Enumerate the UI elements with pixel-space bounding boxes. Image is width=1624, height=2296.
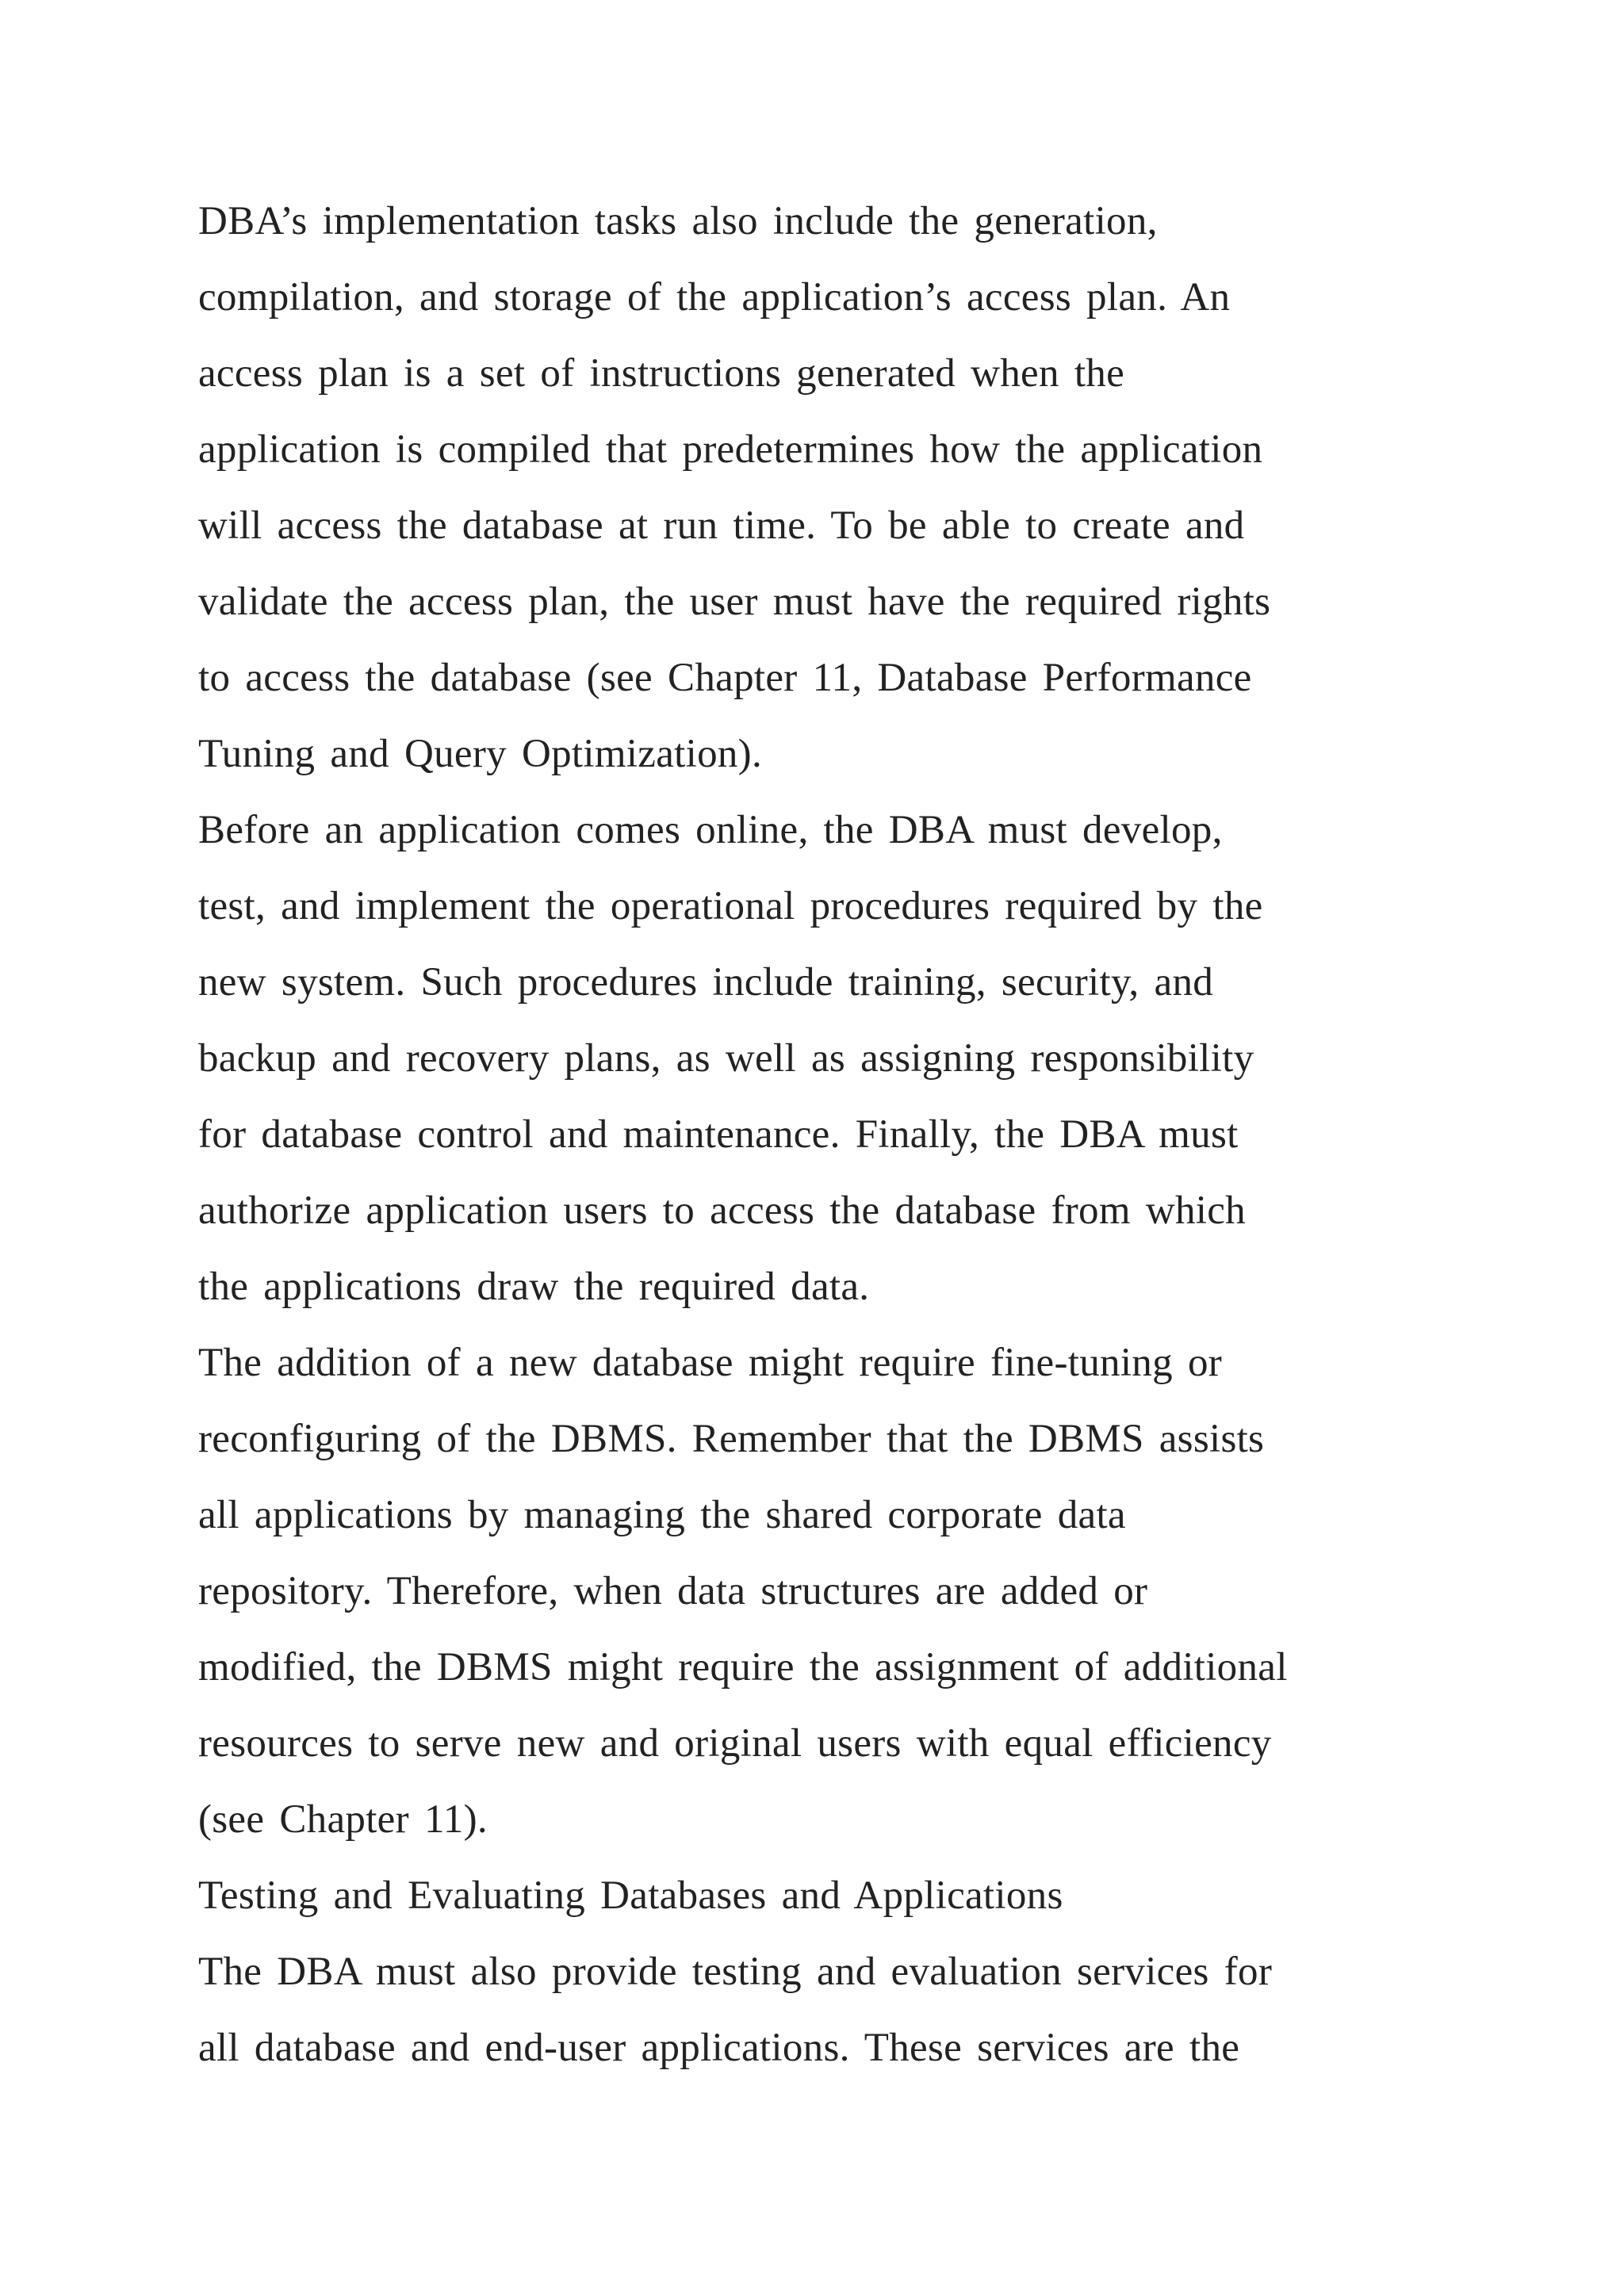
- text-line: The addition of a new database might require fine-tuning or: [198, 1341, 1223, 1385]
- text-line: to access the database (see Chapter 11, Database Performance: [198, 656, 1252, 700]
- text-line: access plan is a set of instructions generated when the: [198, 351, 1125, 396]
- text-line: Tuning and Query Optimization).: [198, 732, 763, 776]
- document-body: [198, 183, 1467, 2086]
- text-line: for database control and maintenance. Finally, the DBA must: [198, 1112, 1239, 1157]
- text-line: validate the access plan, the user must have the required rights: [198, 580, 1271, 624]
- text-line: DBA’s implementation tasks also include the generation,: [198, 199, 1158, 243]
- text-line: backup and recovery plans, as well as assigning responsibility: [198, 1036, 1254, 1081]
- text-line: all applications by managing the shared corporate data: [198, 1493, 1126, 1537]
- text-line: authorize application users to access the database from which: [198, 1188, 1246, 1233]
- text-line: modified, the DBMS might require the assignment of additional: [198, 1645, 1288, 1689]
- text-line: repository. Therefore, when data structures are added or: [198, 1569, 1148, 1613]
- text-line: The DBA must also provide testing and evaluation services for: [198, 1950, 1273, 1994]
- text-line: resources to serve new and original users with equal efficiency: [198, 1721, 1272, 1766]
- text-line: new system. Such procedures include training, security, and: [198, 960, 1214, 1004]
- text-line: application is compiled that predetermines how the application: [198, 427, 1263, 472]
- text-line: test, and implement the operational procedures required by the: [198, 884, 1263, 928]
- section-heading: Testing and Evaluating Databases and Applications: [198, 1873, 1063, 1918]
- text-line: all database and end-user applications. These services are the: [198, 2026, 1240, 2070]
- text-line: will access the database at run time. To be able to create and: [198, 503, 1245, 548]
- text-line: (see Chapter 11).: [198, 1797, 488, 1842]
- text-line: Before an application comes online, the DBA must develop,: [198, 808, 1223, 852]
- text-line: reconfiguring of the DBMS. Remember that the DBMS assists: [198, 1417, 1265, 1461]
- text-line: compilation, and storage of the application’s access plan. An: [198, 275, 1231, 320]
- text-line: the applications draw the required data.: [198, 1265, 870, 1309]
